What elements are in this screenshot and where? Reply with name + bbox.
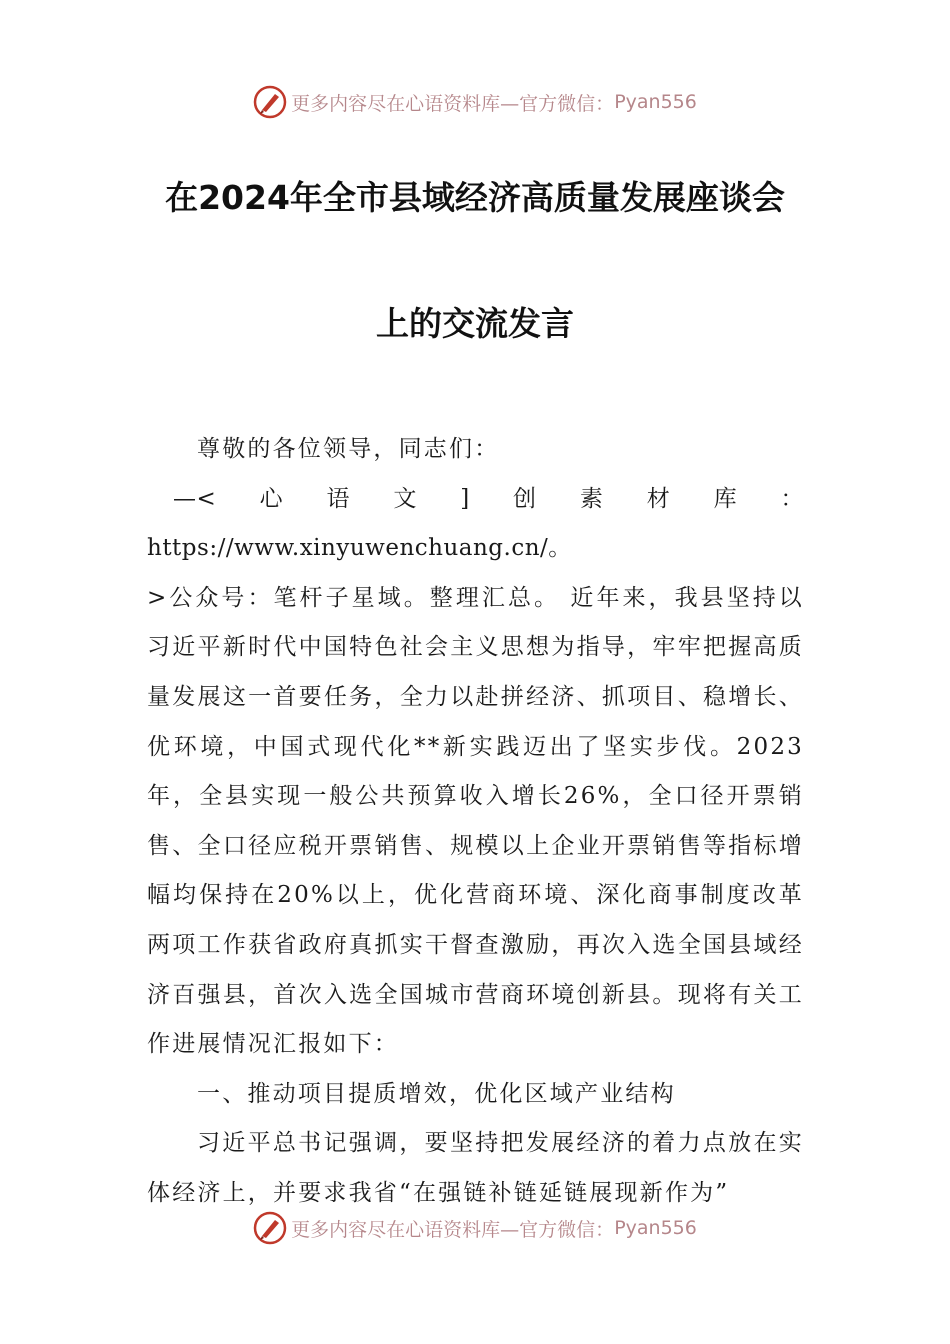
header-watermark-banner: [0, 82, 950, 122]
banner-wechat-label: 官方微信：: [519, 1218, 615, 1241]
pen-seal-icon: [253, 85, 287, 119]
document-title-line-1: 在2024年全市县域经济高质量发展座谈会: [165, 178, 785, 217]
banner-text: 更多内容尽在心语资料库—: [291, 1218, 520, 1241]
section-heading-1: 一、推动项目提质增效，优化区域产业结构: [197, 1080, 676, 1107]
document-title-line-2: 上的交流发言: [376, 304, 574, 343]
source-line-text: —<心语文]创素材库：https://www.xinyuwenchuang.cn/。: [147, 485, 804, 562]
document-body: [147, 425, 804, 1219]
body-paragraph-1: >公众号：笔杆子星域。整理汇总。 近年来，我县坚持以习近平新时代中国特色社会主义思想为指导，牢牢把握高质量发展这一首要任务，全力以赴拼经济、抓项目、稳增长、优环境，中国式现代化**新实践迈出了坚实步伐。2023年，全县实现一般公共预算收入增长26%，全口径开票销售、全口径应税开票销售、规模以上企业开票销售等指标增幅均保持在20%以上，优化营商环境、深化商事制度改革两项工作获省政府真抓实干督查激励，再次入选全国县域经济百强县，首次入选全国城市营商环境创新县。现将有关工作进展情况汇报如下：: [147, 584, 804, 1058]
salutation: 尊敬的各位领导，同志们：: [197, 436, 500, 462]
banner-wechat-id: Pyan556: [614, 1217, 697, 1239]
footer-watermark-banner: [0, 1208, 950, 1248]
source-line: [147, 475, 804, 574]
pen-seal-icon: [253, 1211, 287, 1245]
banner-text: 更多内容尽在心语资料库—: [291, 92, 520, 115]
banner-wechat-label: 官方微信：: [519, 92, 615, 115]
banner-wechat-id: Pyan556: [614, 91, 697, 113]
body-paragraph-2: 习近平总书记强调，要坚持把发展经济的着力点放在实体经济上，并要求我省“在强链补链延链展现新作为”: [147, 1130, 804, 1206]
